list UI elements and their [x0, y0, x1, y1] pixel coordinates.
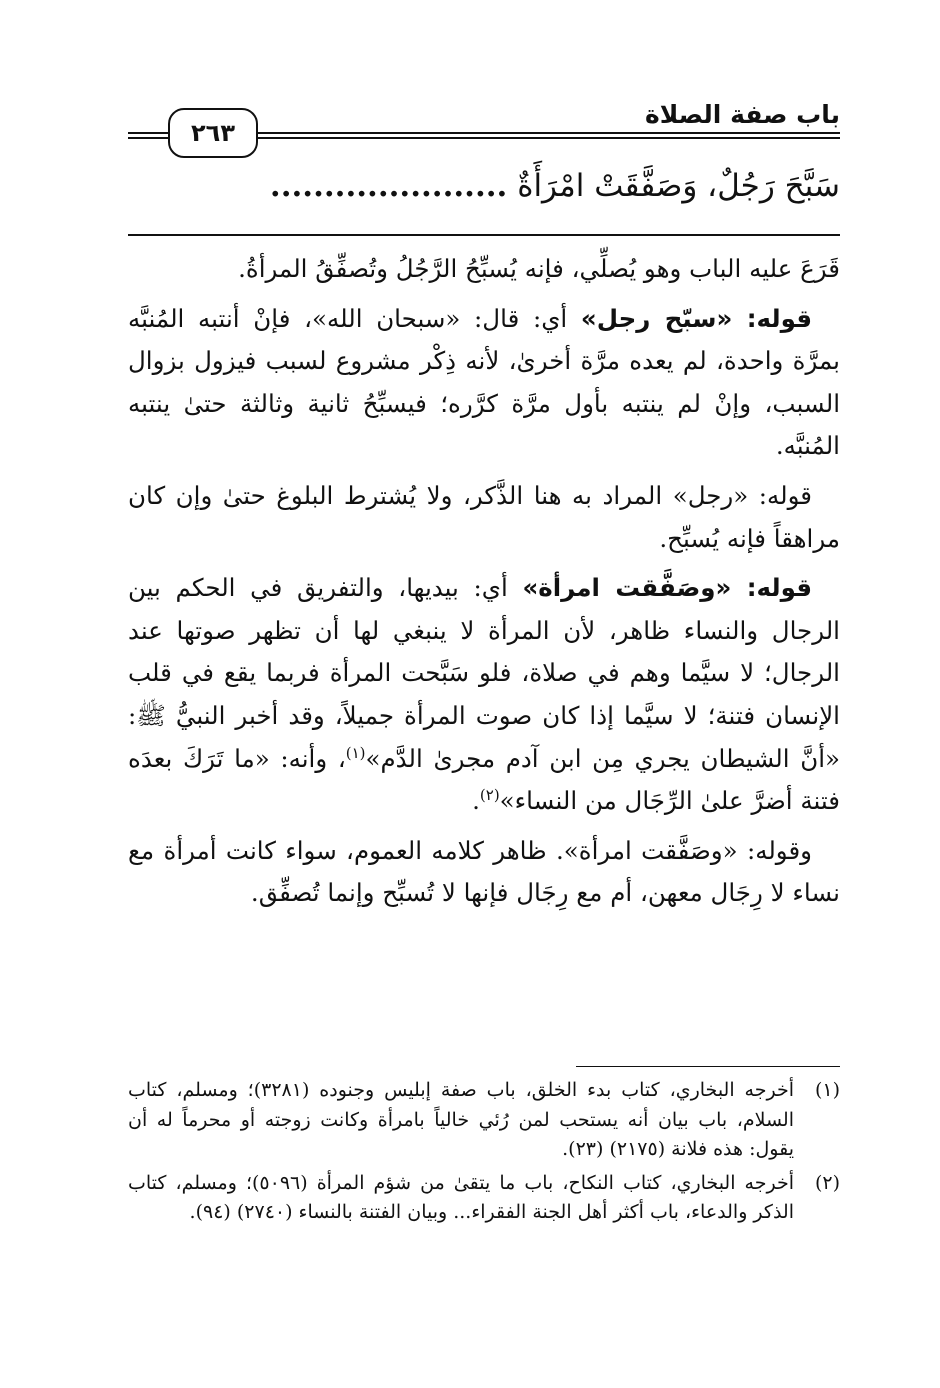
paragraph: قَرَعَ عليه الباب وهو يُصلِّي، فإنه يُسبِّحُ الرَّجُلُ وتُصفِّقُ المرأةُ.	[238, 254, 840, 283]
footnote-number: (١)	[814, 1079, 840, 1101]
footnote-number: (٢)	[814, 1171, 840, 1194]
paragraph-text: أي: بيديها، والتفريق في الحكم بين الرجال والنساء ظاهر، لأن المرأة لا ينبغي لها أن تظهر صوتها عند الرجال؛ لا سيَّما وهم في صلاة، فلو سَبَّحت المرأة فربما يقع في قلب الإنسان فتنة؛ لا سيَّما إذا كان صوت المرأة جميلاً، وقد أخبر النبيُّ ﷺ: «أنَّ الشيطان يجري مِن ابن آدم مجرىٰ الدَّم»	[128, 573, 840, 773]
matn-line	[128, 162, 840, 210]
paragraph-text: أي: قال: «سبحان الله»، فإنْ أنتبه المُنبَّه بمرَّة واحدة، لم يعده مرَّة أخرىٰ، لأنه ذِكْر مشروع لسبب فيزول بزوال السبب، وإنْ لم ينتبه بأول مرَّة كرَّره؛ فيسبِّحُ ثانية وثالثة حتىٰ ينتبه المُنبَّه.	[128, 303, 840, 461]
commentary-body	[128, 248, 840, 922]
matn-dots: ......................	[269, 168, 508, 204]
paragraph	[128, 567, 840, 823]
matn-text: سَبَّحَ رَجُلٌ، وَصَفَّقَتْ امْرَأَةٌ	[517, 168, 840, 204]
footnote-text: أخرجه البخاري، كتاب بدء الخلق، باب صفة إبليس وجنوده (٣٢٨١)؛ ومسلم، كتاب السلام، باب بيان أنه يستحب لمن رُئي خالياً بامرأة وكانت زوجته أو محرماً له أن يقول: هذه فلانة (٢١٧٥) (٢٣).	[128, 1079, 794, 1160]
chapter-title: باب صفة الصلاة	[645, 100, 840, 129]
footnote	[128, 1076, 840, 1165]
paragraph: وقوله: «وصَفَّقت امرأة». ظاهر كلامه العموم، سواء كانت أمرأة مع نساء لا رِجَال معهن، أم مع رِجَال فإنها لا تُسبِّح وإنما تُصفِّق.	[128, 835, 840, 908]
footnotes	[128, 1076, 840, 1232]
page-number: ٢٦٣	[168, 108, 258, 158]
footnote-ref[interactable]: (٢)	[479, 785, 500, 804]
footnote-text: أخرجه البخاري، كتاب النكاح، باب ما يتقىٰ من شؤم المرأة (٥٠٩٦)؛ ومسلم، كتاب الذكر والدعاء، باب أكثر أهل الجنة الفقراء... وبيان الفتنة بالنساء (٢٧٤٠) (٩٤).	[128, 1171, 794, 1223]
paragraph-lead: قوله: «سبّح رجل»	[580, 303, 813, 333]
paragraph: قوله: «رجل» المراد به هنا الذَّكر، ولا يُشترط البلوغ حتىٰ وإن كان مراهقاً فإنه يُسبِّح.	[128, 480, 840, 553]
matn-divider	[128, 234, 840, 236]
paragraph-text: .	[472, 786, 480, 816]
footnote	[128, 1169, 840, 1228]
page-header	[128, 92, 840, 158]
paragraph	[128, 298, 840, 468]
footnote-ref[interactable]: (١)	[345, 743, 366, 762]
paragraph-text: ، وأنه: «ما تَرَكَ بعدَه فتنة أضرَّ علىٰ الرِّجَال من النساء»	[128, 743, 840, 816]
paragraph-lead: قوله: «وصَفَّقت امرأة»	[522, 573, 812, 603]
footnote-rule	[576, 1066, 840, 1067]
